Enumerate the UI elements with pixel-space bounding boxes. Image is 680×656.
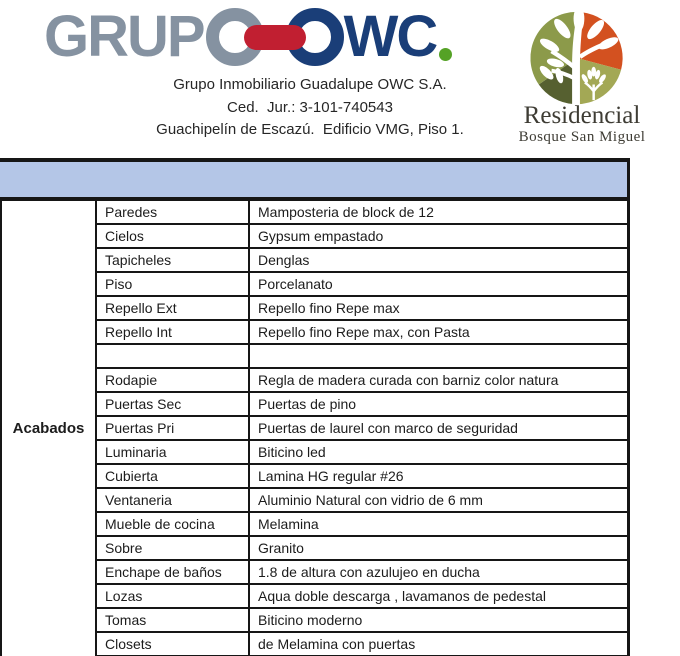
finishes-table xyxy=(0,201,630,656)
item-cell: Puertas Pri xyxy=(97,417,250,439)
item-cell: Tapicheles xyxy=(97,249,250,271)
item-cell: Cubierta xyxy=(97,465,250,487)
table-row xyxy=(97,273,627,297)
item-cell: Paredes xyxy=(97,201,250,223)
table-rows xyxy=(97,201,627,656)
table-row xyxy=(97,561,627,585)
table-row xyxy=(97,249,627,273)
item-cell: Ventaneria xyxy=(97,489,250,511)
desc-cell: Denglas xyxy=(258,252,310,268)
desc-cell: de Melamina con puertas xyxy=(258,636,416,652)
item-cell: Tomas xyxy=(97,609,250,631)
desc-cell: Granito xyxy=(258,540,304,556)
desc-cell: Biticino moderno xyxy=(258,612,363,628)
table-row xyxy=(97,609,627,633)
table-row xyxy=(97,201,627,225)
item-cell: Puertas Sec xyxy=(97,393,250,415)
item-cell: Cielos xyxy=(97,225,250,247)
desc-cell: Melamina xyxy=(258,516,319,532)
grupo-owc-logo xyxy=(44,4,452,70)
table-row xyxy=(97,489,627,513)
item-cell: Enchape de baños xyxy=(97,561,250,583)
table-row xyxy=(97,417,627,441)
desc-cell: Porcelanato xyxy=(258,276,333,292)
desc-cell: Repello fino Repe max, con Pasta xyxy=(258,324,470,340)
residencial-title: Residencial xyxy=(523,102,641,129)
desc-cell: Puertas de pino xyxy=(258,396,357,412)
desc-cell: Aqua doble descarga , lavamanos de pedestal xyxy=(258,588,546,604)
item-cell: Lozas xyxy=(97,585,250,607)
desc-cell xyxy=(250,345,627,367)
table-row xyxy=(97,585,627,609)
company-address: Guachipelín de Escazú. Edificio VMG, Piso 1. xyxy=(156,121,464,138)
table-row-empty xyxy=(97,345,627,369)
green-period-icon xyxy=(439,48,452,61)
table-row xyxy=(97,393,627,417)
item-cell: Sobre xyxy=(97,537,250,559)
table-row xyxy=(97,321,627,345)
desc-cell: Lamina HG regular #26 xyxy=(258,468,404,484)
item-cell: Rodapie xyxy=(97,369,250,391)
item-cell: Repello Ext xyxy=(97,297,250,319)
desc-cell: Puertas de laurel con marco de seguridad xyxy=(258,420,518,436)
desc-cell: Aluminio Natural con vidrio de 6 mm xyxy=(258,492,483,508)
desc-cell: Repello fino Repe max xyxy=(258,300,400,316)
table-row xyxy=(97,633,627,656)
table-row xyxy=(97,513,627,537)
table-row xyxy=(97,537,627,561)
residencial-subtitle: Bosque San Miguel xyxy=(518,129,646,145)
table-row xyxy=(97,441,627,465)
table-row xyxy=(97,297,627,321)
section-header-bar xyxy=(0,158,630,201)
desc-cell: Regla de madera curada con barniz color natura xyxy=(258,372,559,388)
item-cell: Luminaria xyxy=(97,441,250,463)
item-cell: Mueble de cocina xyxy=(97,513,250,535)
company-name: Grupo Inmobiliario Guadalupe OWC S.A. xyxy=(173,76,447,93)
wordmark-wc-text: WC xyxy=(343,4,437,69)
wordmark-grup-text: GRUP xyxy=(44,4,204,69)
desc-cell: Gypsum empastado xyxy=(258,228,384,244)
item-cell: Piso xyxy=(97,273,250,295)
red-pill-icon xyxy=(244,25,306,50)
category-cell: Acabados xyxy=(2,201,97,656)
item-cell xyxy=(97,345,250,367)
residencial-tree-logo-icon xyxy=(521,8,633,111)
table-row xyxy=(97,369,627,393)
desc-cell: Mamposteria de block de 12 xyxy=(258,204,434,220)
company-legal-id: Ced. Jur.: 3-101-740543 xyxy=(227,99,393,116)
table-row xyxy=(97,225,627,249)
desc-cell: 1.8 de altura con azulujeo en ducha xyxy=(258,564,480,580)
item-cell: Repello Int xyxy=(97,321,250,343)
table-row xyxy=(97,465,627,489)
item-cell: Closets xyxy=(97,633,250,655)
desc-cell: Biticino led xyxy=(258,444,326,460)
